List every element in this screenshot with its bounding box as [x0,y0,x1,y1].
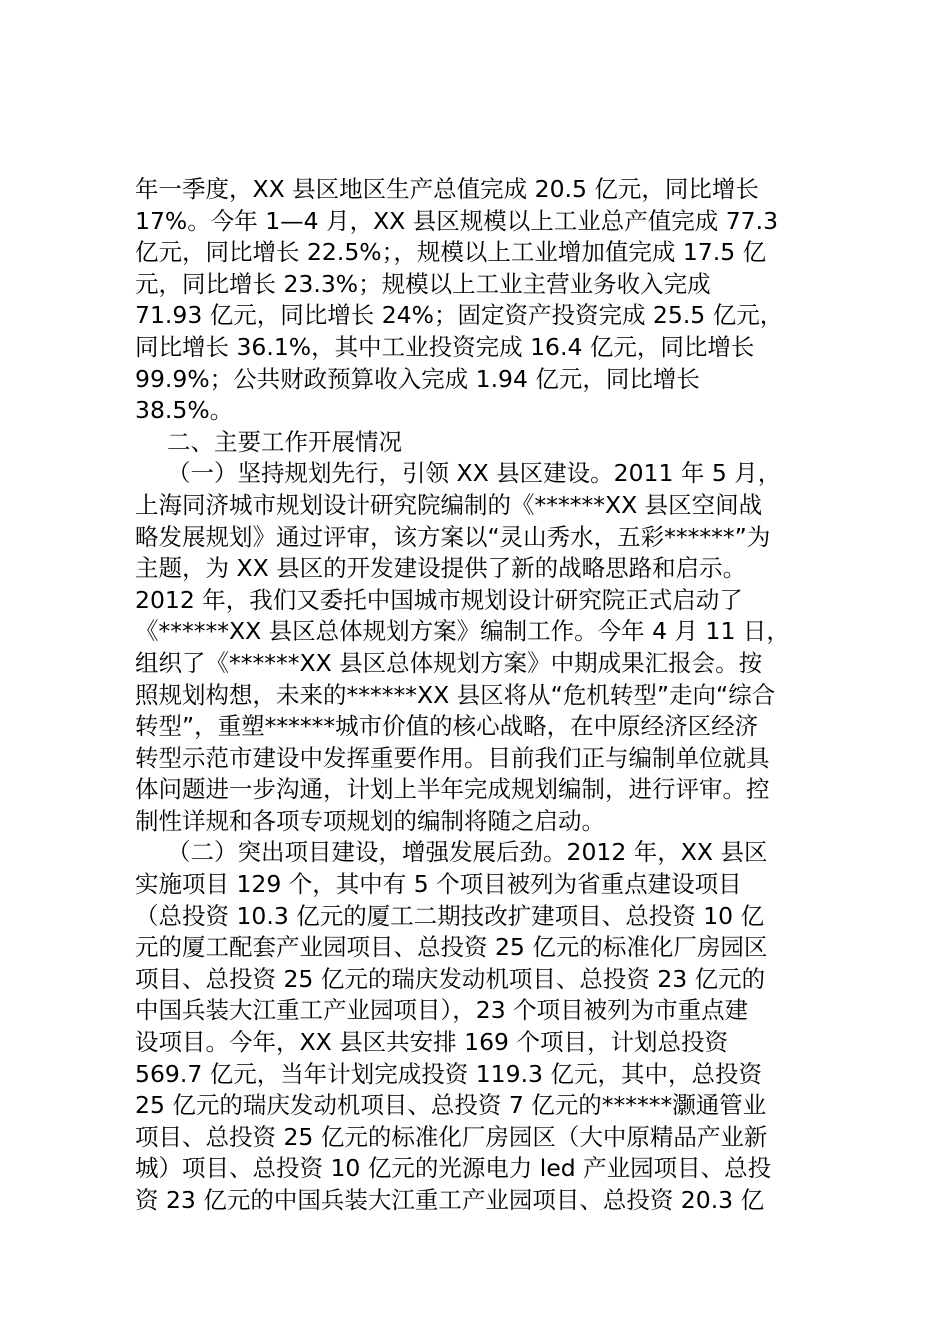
text-line: 中国兵装大江重工产业园项目），23 个项目被列为市重点建 [135,996,749,1025]
text-line: 设项目。今年，XX 县区共安排 169 个项目，计划总投资 [135,1028,728,1057]
text-line: （总投资 10.3 亿元的厦工二期技改扩建项目、总投资 10 亿 [135,901,765,930]
text-line: 转型示范市建设中发挥重要作用。目前我们正与编制单位就具 [135,743,770,772]
text-line: 2012 年，我们又委托中国城市规划设计研究院正式启动了 [135,585,743,614]
text-line: 99.9%；公共财政预算收入完成 1.94 亿元，同比增长 [135,364,700,393]
text-line: 项目、总投资 25 亿元的瑞庆发动机项目、总投资 23 亿元的 [135,964,766,993]
text-line: 制性详规和各项专项规划的编制将随之启动。 [135,806,605,835]
paragraph-start: （二）突出项目建设，增强发展后劲。2012 年，XX 县区 [167,838,768,867]
text-line: 元，同比增长 23.3%；规模以上工业主营业务收入完成 [135,269,711,298]
text-line: 亿元，同比增长 22.5%；，规模以上工业增加值完成 17.5 亿 [135,238,767,267]
text-line: 71.93 亿元，同比增长 24%；固定资产投资完成 25.5 亿元， [135,301,784,330]
document-body [135,174,835,1217]
text-line: 元的厦工配套产业园项目、总投资 25 亿元的标准化厂房园区 [135,933,768,962]
text-line: 同比增长 36.1%，其中工业投资完成 16.4 亿元，同比增长 [135,332,755,361]
text-line: 上海同济城市规划设计研究院编制的《******XX 县区空间战 [135,490,763,519]
text-line: 《******XX 县区总体规划方案》编制工作。今年 4 月 11 日， [135,617,790,646]
text-line: 转型”，重塑******城市价值的核心战略，在中原经济区经济 [135,712,759,741]
text-line: 38.5%。 [135,396,234,425]
text-line: 城）项目、总投资 10 亿元的光源电力 led 产业园项目、总投 [135,1154,772,1183]
text-line: 569.7 亿元，当年计划完成投资 119.3 亿元，其中，总投资 [135,1059,762,1088]
text-line: 项目、总投资 25 亿元的标准化厂房园区（大中原精品产业新 [135,1122,768,1151]
text-line: 照规划构想，未来的******XX 县区将从“危机转型”走向“综合 [135,680,776,709]
paragraph-start: （一）坚持规划先行，引领 XX 县区建设。2011 年 5 月， [167,459,782,488]
text-line: 25 亿元的瑞庆发动机项目、总投资 7 亿元的******灏通管业 [135,1091,767,1120]
text-line: 年一季度，XX 县区地区生产总值完成 20.5 亿元，同比增长 [135,175,759,203]
text-line: 实施项目 129 个，其中有 5 个项目被列为省重点建设项目 [135,870,742,899]
text-line: 主题，为 XX 县区的开发建设提供了新的战略思路和启示。 [135,554,747,583]
text-line: 略发展规划》通过评审，该方案以“灵山秀水，五彩******”为 [135,522,771,551]
text-line: 资 23 亿元的中国兵装大江重工产业园项目、总投资 20.3 亿 [135,1186,765,1214]
text-line: 17%。今年 1—4 月，XX 县区规模以上工业总产值完成 77.3 [135,206,779,235]
section-heading: 二、主要工作开展情况 [167,427,402,456]
text-line: 组织了《******XX 县区总体规划方案》中期成果汇报会。按 [135,648,763,677]
text-line: 体问题进一步沟通，计划上半年完成规划编制，进行评审。控 [135,775,770,804]
